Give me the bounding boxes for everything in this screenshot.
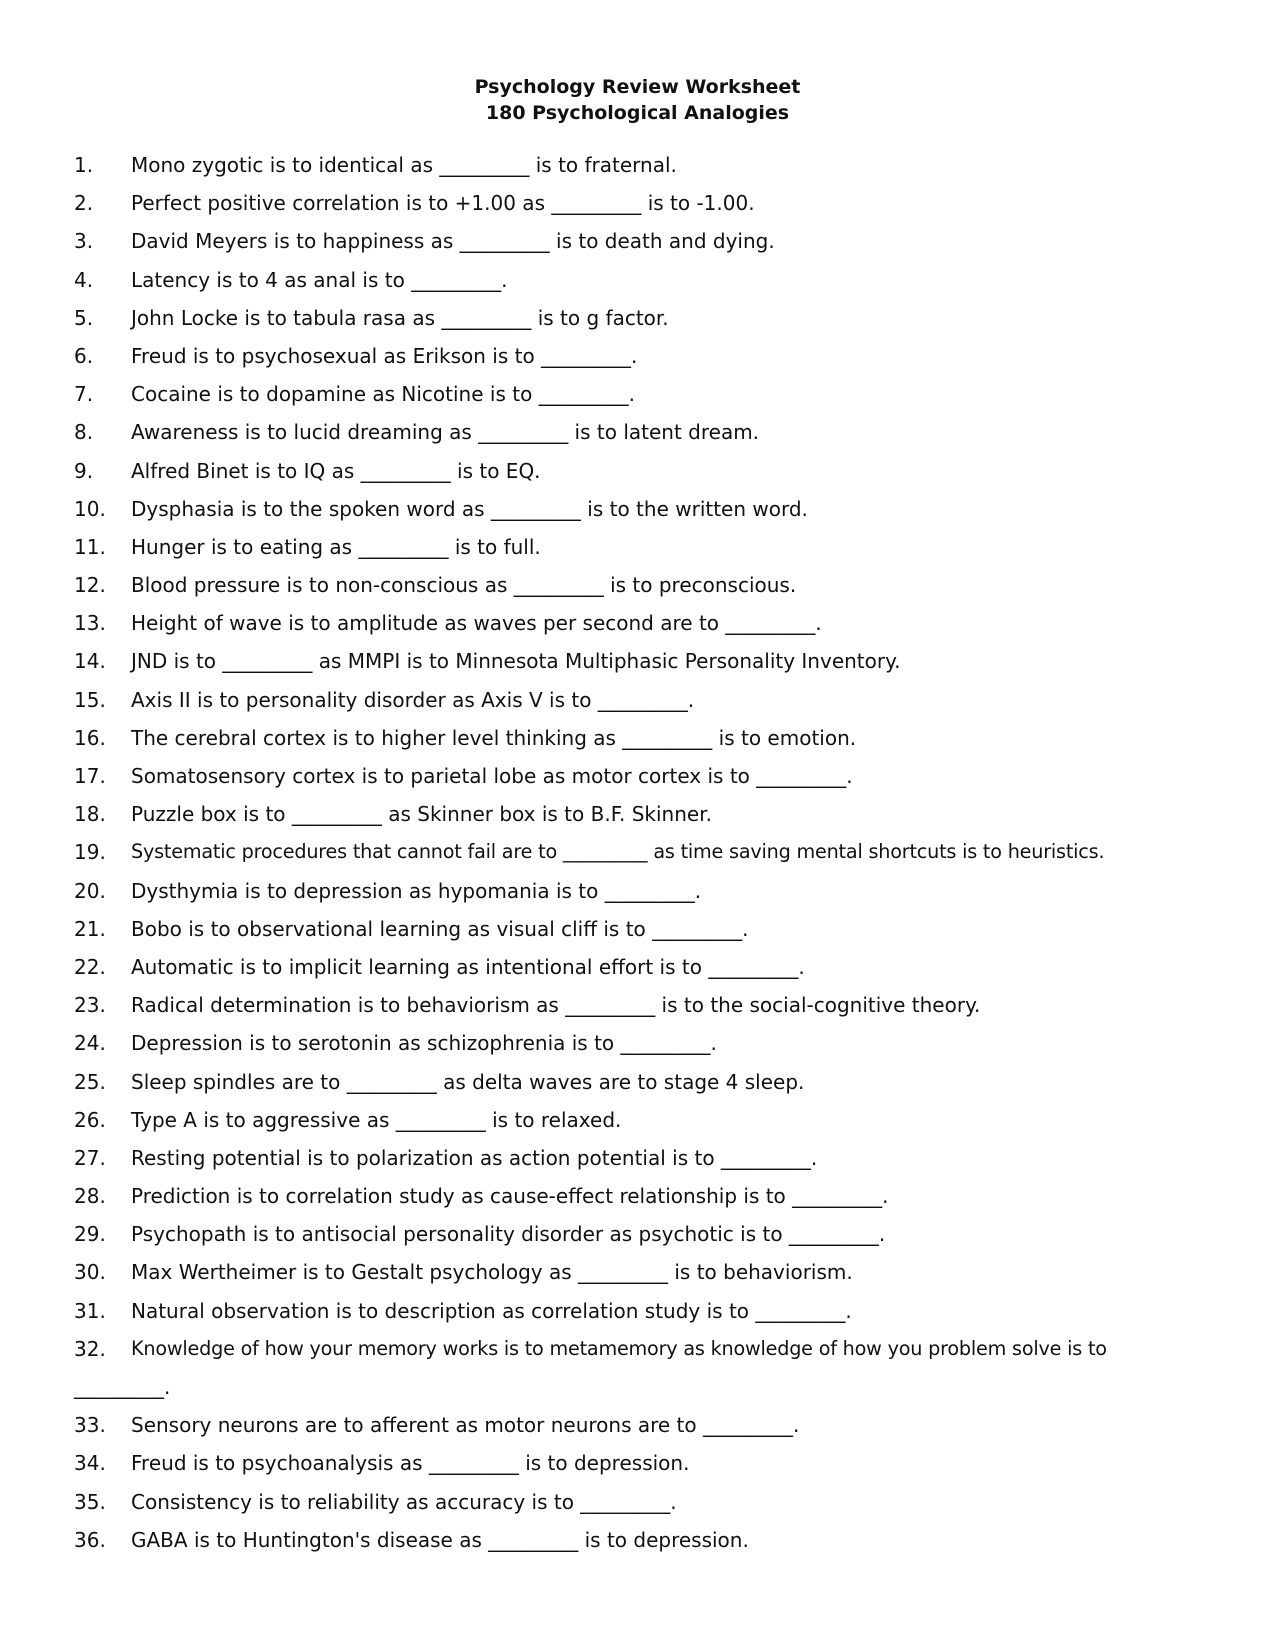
item-number: 24.	[74, 1031, 106, 1056]
item-number: 33.	[74, 1413, 106, 1438]
item-number: 3.	[74, 229, 94, 254]
item-number: 18.	[74, 802, 106, 827]
item-text: Max Wertheimer is to Gestalt psychology as _________ is to behaviorism.	[131, 1260, 853, 1285]
analogy-item-1	[74, 152, 1224, 190]
item-text: Consistency is to reliability as accuracy is to _________.	[131, 1489, 677, 1514]
analogy-item-17	[74, 763, 1224, 801]
analogy-item-30	[74, 1259, 1224, 1297]
item-number: 20.	[74, 878, 106, 903]
analogy-item-11	[74, 534, 1224, 572]
analogy-item-13	[74, 610, 1224, 648]
item-text: Puzzle box is to _________ as Skinner box is to B.F. Skinner.	[131, 802, 712, 827]
analogy-item-36	[74, 1527, 1224, 1565]
item-number: 30.	[74, 1260, 106, 1285]
analogy-item-7	[74, 381, 1224, 419]
analogy-item-12	[74, 572, 1224, 610]
item-number: 19.	[74, 840, 106, 865]
item-text: Somatosensory cortex is to parietal lobe as motor cortex is to _________.	[131, 764, 853, 788]
item-text: Resting potential is to polarization as action potential is to _________.	[131, 1145, 818, 1170]
analogy-item-16	[74, 725, 1224, 763]
item-number: 8.	[74, 420, 94, 445]
item-text: Sleep spindles are to _________ as delta waves are to stage 4 sleep.	[131, 1069, 805, 1094]
item-text: GABA is to Huntington's disease as _________ is to depression.	[131, 1527, 749, 1552]
analogy-item-6	[74, 343, 1224, 381]
item-number: 1.	[74, 153, 94, 177]
item-number: 17.	[74, 764, 106, 788]
analogy-item-33	[74, 1412, 1224, 1450]
item-text: Hunger is to eating as _________ is to full.	[131, 534, 541, 559]
item-number: 25.	[74, 1069, 106, 1094]
item-number: 9.	[74, 458, 94, 483]
analogy-item-9	[74, 458, 1224, 496]
worksheet-header	[0, 74, 1275, 126]
item-text: Type A is to aggressive as _________ is to relaxed.	[131, 1107, 622, 1132]
item-text: Prediction is to correlation study as cause-effect relationship is to _________.	[131, 1184, 889, 1209]
item-number: 6.	[74, 343, 94, 368]
item-number: 28.	[74, 1184, 106, 1209]
item-text: Natural observation is to description as correlation study is to _________.	[131, 1298, 852, 1323]
item-text: JND is to _________ as MMPI is to Minnesota Multiphasic Personality Inventory.	[131, 649, 901, 674]
analogy-item-21	[74, 916, 1224, 954]
analogy-item-22	[74, 954, 1224, 992]
analogy-item-10	[74, 496, 1224, 534]
worksheet-subtitle: 180 Psychological Analogies	[485, 102, 790, 124]
item-text: Mono zygotic is to identical as _________ is to fraternal.	[131, 153, 677, 177]
item-text: Height of wave is to amplitude as waves per second are to _________.	[131, 611, 822, 636]
item-number: 4.	[74, 267, 94, 292]
item-number: 34.	[74, 1451, 106, 1476]
item-text: David Meyers is to happiness as _________ is to death and dying.	[131, 229, 775, 254]
item-text: Radical determination is to behaviorism as _________ is to the social-cognitive theory.	[131, 993, 981, 1018]
analogy-item-14	[74, 648, 1224, 686]
analogy-item-31	[74, 1298, 1224, 1336]
analogy-item-29	[74, 1221, 1224, 1259]
item-number: 21.	[74, 916, 106, 941]
item-number: 27.	[74, 1145, 106, 1170]
analogy-item-35	[74, 1489, 1224, 1527]
item-text: Blood pressure is to non-conscious as _________ is to preconscious.	[131, 573, 797, 598]
analogy-item-25	[74, 1069, 1224, 1107]
item-number: 11.	[74, 534, 106, 559]
analogy-item-3	[74, 228, 1224, 266]
item-text: Awareness is to lucid dreaming as _________ is to latent dream.	[131, 420, 760, 445]
worksheet-title: Psychology Review Worksheet	[474, 76, 801, 98]
analogy-list	[74, 152, 1224, 1565]
analogy-item-23	[74, 992, 1224, 1030]
item-text: Sensory neurons are to afferent as motor neurons are to _________.	[131, 1413, 800, 1438]
item-number: 36.	[74, 1527, 106, 1552]
item-text-continuation: _________.	[74, 1374, 171, 1399]
item-number: 23.	[74, 993, 106, 1018]
item-number: 32.	[74, 1336, 106, 1361]
analogy-item-32	[74, 1336, 1224, 1412]
item-number: 14.	[74, 649, 106, 674]
analogy-item-18	[74, 801, 1224, 839]
item-text: Perfect positive correlation is to +1.00 as _________ is to -1.00.	[131, 191, 755, 216]
analogy-item-24	[74, 1030, 1224, 1068]
analogy-item-28	[74, 1183, 1224, 1221]
item-number: 29.	[74, 1222, 106, 1247]
item-text: Alfred Binet is to IQ as _________ is to EQ.	[131, 458, 541, 483]
item-text: The cerebral cortex is to higher level thinking as _________ is to emotion.	[131, 725, 857, 750]
analogy-item-8	[74, 419, 1224, 457]
item-number: 22.	[74, 954, 106, 979]
item-text: Depression is to serotonin as schizophrenia is to _________.	[131, 1031, 717, 1056]
item-text: Bobo is to observational learning as visual cliff is to _________.	[131, 916, 749, 941]
analogy-item-26	[74, 1107, 1224, 1145]
item-text: Dysthymia is to depression as hypomania is to _________.	[131, 878, 702, 903]
item-number: 16.	[74, 725, 106, 750]
analogy-item-5	[74, 305, 1224, 343]
item-number: 13.	[74, 611, 106, 636]
item-number: 7.	[74, 382, 94, 407]
item-text: Freud is to psychosexual as Erikson is to _________.	[131, 343, 638, 368]
item-text: Systematic procedures that cannot fail are to _________ as time saving mental shortcuts is to heuristics.	[131, 840, 1105, 864]
item-number: 10.	[74, 496, 106, 521]
analogy-item-20	[74, 878, 1224, 916]
item-number: 35.	[74, 1489, 106, 1514]
item-text: Psychopath is to antisocial personality disorder as psychotic is to _________.	[131, 1222, 886, 1247]
item-text: Dysphasia is to the spoken word as _________ is to the written word.	[131, 496, 808, 521]
analogy-item-19	[74, 839, 1224, 877]
item-text: John Locke is to tabula rasa as _________ is to g factor.	[131, 305, 669, 330]
item-text: Knowledge of how your memory works is to metamemory as knowledge of how you problem solve is to	[131, 1336, 1107, 1360]
item-text: Latency is to 4 as anal is to _________.	[131, 267, 508, 292]
analogy-item-2	[74, 190, 1224, 228]
analogy-item-4	[74, 267, 1224, 305]
item-number: 15.	[74, 687, 106, 712]
item-text: Axis II is to personality disorder as Axis V is to _________.	[131, 687, 695, 712]
analogy-item-27	[74, 1145, 1224, 1183]
item-number: 12.	[74, 573, 106, 598]
item-number: 5.	[74, 305, 94, 330]
analogy-item-34	[74, 1450, 1224, 1488]
analogy-item-15	[74, 687, 1224, 725]
item-text: Cocaine is to dopamine as Nicotine is to _________.	[131, 382, 636, 407]
item-text: Freud is to psychoanalysis as _________ is to depression.	[131, 1451, 690, 1476]
item-number: 26.	[74, 1107, 106, 1132]
item-number: 31.	[74, 1298, 106, 1323]
item-text: Automatic is to implicit learning as intentional effort is to _________.	[131, 954, 805, 979]
item-number: 2.	[74, 191, 94, 216]
